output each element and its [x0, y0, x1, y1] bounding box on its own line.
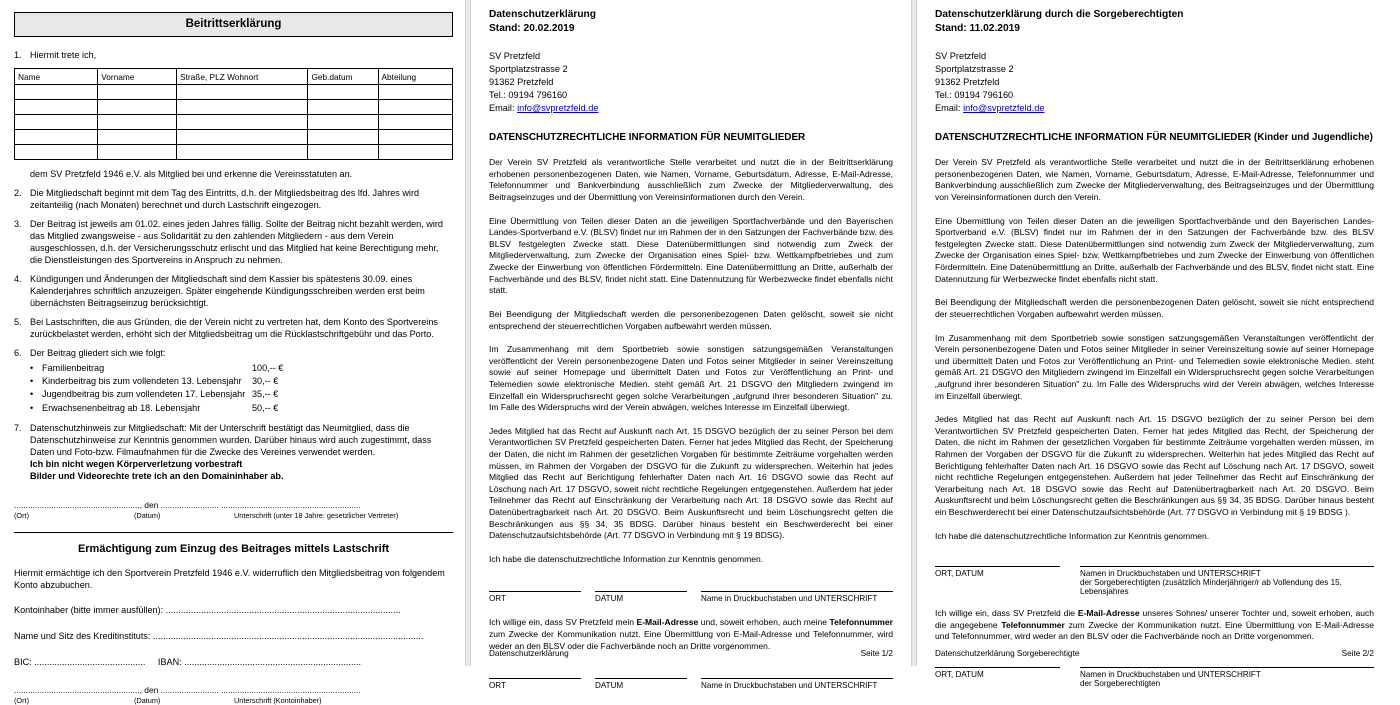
list-item-4	[14, 273, 453, 309]
table-cell[interactable]	[378, 130, 452, 145]
footer-left: Datenschutzerklärung	[489, 649, 569, 658]
signature-rule	[701, 591, 893, 592]
signature-line-membership[interactable]	[14, 500, 453, 510]
table-cell[interactable]	[177, 85, 308, 100]
paragraph: Bei Beendigung der Mitgliedschaft werden die personenbezogenen Daten gelöscht, soweit sie nicht entsprechend der steuerrechtlichen Vorgaben aufbewahrt werden müssen.	[935, 297, 1374, 319]
signature-datum[interactable]	[595, 591, 687, 603]
table-header-row	[15, 69, 453, 85]
list-text: Hiermit trete ich,	[30, 50, 97, 60]
email-label: Email:	[489, 102, 518, 113]
bullet-icon: •	[30, 363, 34, 373]
page-footer	[489, 649, 893, 658]
signature-ort[interactable]	[489, 591, 581, 603]
table-cell[interactable]	[308, 130, 378, 145]
doc-stand: Stand: 20.02.2019	[489, 22, 575, 34]
signature-dots[interactable]: ......................................................, den ......................... ............................................................	[14, 685, 361, 696]
list-number: 2.	[14, 188, 22, 198]
paragraph: Eine Übermittlung von Teilen dieser Daten an die jeweiligen Sportfachverbände und den Bayerischen Landes-Sportverband e.V. (BLSV) findet nur im Rahmen der in den Satzungen der Fachverbände bzw. des BLSV festgelegten Zwecke statt. Diese Datenübermittlungen sind notwendig zum Zweck der Mitgliederverwaltung, zum Zwecke der Organisation eines Spiel- bzw. Wettkampfbetriebes und zum Zwecke der Einwerbung von öffentlichen Fördermitteln. Eine Datenübermittlung an Dritte, außerhalb der Fachverbände und des BLSV, findet nicht statt. Eine Datennutzung für Werbezwecke findet ebenfalls nicht statt.	[489, 215, 894, 296]
membership-statement-text: dem SV Pretzfeld 1946 e.V. als Mitglied bei und erkenne die Vereinsstatuten an.	[30, 169, 353, 179]
signature-rule	[489, 591, 581, 592]
org-street: Sportplatzstrasse 2	[935, 63, 1014, 74]
sepa-title: Ermächtigung zum Einzug des Beitrages mittels Lastschrift	[77, 542, 390, 555]
fee-label: Kinderbeitrag bis zum vollendeten 13. Lebensjahr	[42, 376, 242, 387]
column-header: Straße, PLZ Wohnort	[177, 69, 308, 85]
consent-email-bold: E-Mail-Adresse	[636, 617, 699, 628]
table-row[interactable]	[15, 130, 453, 145]
org-name: SV Pretzfeld	[935, 50, 987, 61]
table-cell[interactable]	[98, 115, 177, 130]
footer-left: Datenschutzerklärung Sorgeberechtigte	[935, 649, 1080, 658]
signature-caption-sub: der Sorgeberechtigten (zusätzlich Minderjähriger/r ab Vollendung des 15. Lebensjahres	[1080, 578, 1342, 597]
signature-caption: DATUM	[595, 681, 624, 691]
column-header: Vorname	[98, 69, 177, 85]
table-row[interactable]	[15, 100, 453, 115]
table-row[interactable]	[15, 85, 453, 100]
signature-captions	[14, 511, 453, 520]
org-email-row	[935, 102, 1374, 115]
table-cell[interactable]	[308, 145, 378, 160]
bullet-icon: •	[30, 389, 34, 400]
consent-part-1: Ich willige ein, dass SV Pretzfeld die	[935, 608, 1078, 619]
signature-caption: Namen in Druckbuchstaben und UNTERSCHRIFT	[1080, 670, 1261, 680]
table-cell[interactable]	[15, 85, 98, 100]
consent-paragraph	[489, 617, 893, 652]
paragraph: Im Zusammenhang mit dem Sportbetrieb sowie sonstigen satzungsgemäßen Veranstaltungen veröffentlicht der Verein personenbezogene Daten und Fotos seiner Mitglieder in seiner Vereinszeitung sowie auf seiner Homepage und übermittelt Daten und Fotos zur Veröffentlichung an Print- und Telemedien sowie elektronische Medien. steht gemäß Art. 21 DSGVO den Mitgliedern zwingend im Einzelfall ein Widerspruchsrecht gegen solche Verarbeitungen „aufgrund ihrer besonderen Situation" zu. Im Falle des Widerspruchs wird der Verein abwägen, welches Interesse im Einzelfall überwiegt.	[489, 344, 893, 413]
table-row[interactable]	[15, 145, 453, 160]
doc-title: Datenschutzerklärung	[489, 9, 596, 20]
paragraph: Im Zusammenhang mit dem Sportbetrieb sowie sonstigen satzungsgemäßen Veranstaltungen veröffentlicht der Verein personenbezogene Daten und Fotos seiner Mitglieder in seiner Vereinszeitung sowie auf seiner Homepage und übermittelt Daten und Fotos zur Veröffentlichung an Print- und Telemedien sowie elektronische Medien. steht gemäß Art. 21 DSGVO den Mitgliedern zwingend im Einzelfall ein Widerspruchsrecht gegen solche Verarbeitungen „aufgrund ihrer besonderen Situation" zu. Im Falle des Widerspruchs wird der Verein abwägen, welches Interesse im Einzelfall überwiegt.	[935, 332, 1374, 401]
list-number: 1.	[14, 50, 22, 60]
page-beitrittserklaerung	[0, 0, 465, 705]
table-cell[interactable]	[98, 100, 177, 115]
column-header: Geb.datum	[308, 69, 378, 85]
signature-name[interactable]	[701, 591, 893, 603]
page-datenschutzerklaerung	[471, 0, 911, 691]
org-email-row	[489, 102, 893, 115]
table-cell[interactable]	[378, 115, 452, 130]
consent-part-2: unseres Sohnes/ unserer Tochter und, soweit erhoben, auch die angegebene	[935, 608, 1374, 630]
field-kreditinstitut[interactable]	[14, 631, 453, 641]
caption-datum: (Datum)	[134, 510, 161, 520]
list-item-5	[14, 316, 453, 340]
org-name: SV Pretzfeld	[489, 50, 541, 61]
list-item-1	[14, 49, 453, 61]
signature-dots[interactable]: ......................................................, den ......................... ............................................................	[14, 499, 361, 510]
bullet-icon: •	[30, 376, 34, 387]
list-item-6	[14, 347, 453, 415]
field-input[interactable]: ...........................................................................................................	[153, 631, 424, 642]
field-kontoinhaber[interactable]	[14, 605, 453, 615]
signature-rule	[701, 678, 893, 679]
paragraph: Bei Beendigung der Mitgliedschaft werden die personenbezogenen Daten gelöscht, soweit sie nicht entsprechend der steuerrechtlichen Vorgaben aufbewahrt werden müssen.	[489, 308, 893, 331]
fee-amount: 50,-- €	[252, 402, 279, 413]
signature-datum[interactable]	[595, 678, 687, 690]
table-row[interactable]	[15, 115, 453, 130]
email-link[interactable]: info@svpretzfeld.de	[517, 102, 599, 113]
signature-name[interactable]	[701, 678, 893, 690]
consent-paragraph	[935, 608, 1374, 643]
list-text: Datenschutzhinweis zur Mitgliedschaft: Mit der Unterschrift bestätigt das Neumitglied, dass die Datenschutzhinweise zur Kenntnis genommen wurden. Darüber hinaus wird auch zugestimmt, dass Daten und Foto-bzw. Filmaufnahmen für die Zwecke des Vereines verwendet werden.	[30, 422, 432, 457]
table-cell[interactable]	[177, 115, 308, 130]
org-city: 91362 Pretzfeld	[489, 76, 554, 87]
members-table	[14, 68, 453, 160]
doc-title: Datenschutzerklärung durch die Sorgeberechtigten	[935, 9, 1184, 20]
field-label-iban: IBAN:	[157, 657, 182, 668]
table-cell[interactable]	[177, 130, 308, 145]
caption-ort: (Ort)	[14, 510, 29, 520]
field-input-bic[interactable]: ............................................	[34, 657, 146, 668]
signature-rule	[1080, 667, 1374, 668]
signature-caption: DATUM	[595, 594, 624, 604]
table-cell[interactable]	[177, 145, 308, 160]
fee-amount: 100,-- €	[252, 363, 284, 373]
caption-ort: (Ort)	[14, 696, 29, 705]
list-item-7	[14, 422, 453, 482]
acknowledgement: Ich habe die datenschutzrechtliche Information zur Kenntnis genommen.	[489, 553, 764, 564]
fee-list	[30, 362, 453, 415]
column-header: Abteilung	[378, 69, 452, 85]
list-text: Kündigungen und Änderungen der Mitgliedschaft sind dem Kassier bis spätestens 30.09. eines Kalenderjahres schriftlich anzuzeigen. Später eingehende Kündigungsschreiben werden erst beim übernächsten Beitragseinzug berücksichtigt.	[30, 274, 425, 308]
table-cell[interactable]	[308, 115, 378, 130]
table-cell[interactable]	[98, 145, 177, 160]
paragraph: Der Verein SV Pretzfeld als verantwortliche Stelle verarbeitet und nutzt die in der Beitrittserklärung erhobenen personenbezogenen Daten, wie Namen, Vorname, Geburtsdatum, Adresse, E-Mail-Adresse, Telefonnummer und Bankverbindung ausschließlich zum Zwecke der Mitgliederverwaltung, des Beitragseinzuges und der Übermittlung von Vereinsinformationen durch den Verein.	[935, 157, 1374, 203]
signature-caption: Name in Druckbuchstaben und UNTERSCHRIFT	[701, 594, 878, 604]
signature-caption: Namen in Druckbuchstaben und UNTERSCHRIFT	[1080, 569, 1261, 579]
signature-caption: ORT, DATUM	[935, 670, 984, 680]
footer-page-number: Seite 2/2	[1341, 649, 1374, 658]
table-cell[interactable]	[15, 100, 98, 115]
consent-part-3: zum Zwecke der Kommunikation nutzt. Eine Übermittlung von E-Mail-Adresse und Telefonnummer, wird weder an den BLSV oder die Fachverbände noch an Dritte vorgenommen.	[489, 629, 893, 651]
consent-phone-bold: Telefonnummer	[1001, 619, 1065, 630]
acknowledgement: Ich habe die datenschutzrechtliche Information zur Kenntnis genommen.	[935, 530, 1210, 541]
consent-part-1: Ich willige ein, dass SV Pretzfeld mein	[489, 617, 637, 628]
sepa-intro: Hiermit ermächtige ich den Sportverein Pretzfeld 1946 e.V. widerruflich den Mitgliedsbeitrag von folgendem Konto abzubuchen.	[14, 567, 445, 590]
list-text: Die Mitgliedschaft beginnt mit dem Tag des Eintritts, d.h. der Mitgliedsbeitrag des lfd. Jahres wird zeitanteilig (nach Monaten) berechnet und durch Lastschrift eingezogen.	[30, 188, 420, 210]
fee-label: Jugendbeitrag bis zum vollendeten 17. Lebensjahr	[42, 389, 246, 400]
email-label: Email:	[935, 102, 964, 113]
doc-stand: Stand: 11.02.2019	[935, 22, 1020, 34]
paragraph: Jedes Mitglied hat das Recht auf Auskunft nach Art. 15 DSGVO bezüglich der zu seiner Person bei dem Verantwortlichen SV Pretzfeld gespeicherten Daten. Ferner hat jedes Mitglied das Recht, der Speicherung der Daten, die nicht im Rahmen der gesetzlichen Vorgaben für bestimmte Zeiträume vorgehalten werden müssen, im Rahmen der Vorgaben der DSGVO für die Zukunft zu widersprechen. Weiterhin hat jedes Mitglied das Recht auf Berichtigung fehlerhafter Daten nach Art. 16 DSGVO sowie das Recht auf Löschung nach Art. 17 DSGVO, soweit nicht rechtliche Regelungen entgegenstehen. Außerdem hat jeder Teilnehmer das Recht auf Einschränkung der Verarbeitung nach Art. 18 DSGVO sowie das Recht auf Datenübertragbarkeit nach Art. 20 DSGVO. Beim Auskunftsrecht und beim Löschungsrecht gelten die Beschränkungen aus §§ 34, 35 BDSG. Darüber hinaus besteht ein Beschwerderecht bei einer Datenschutzaufsichtsbehörde (Art. 77 DSGVO in Verbindung mit § 19 BDSG).	[489, 425, 893, 541]
field-input[interactable]: .............................................................................................	[165, 605, 401, 616]
org-address	[489, 50, 893, 115]
signature-caption: Name in Druckbuchstaben und UNTERSCHRIFT	[701, 681, 878, 691]
paragraph: Der Verein SV Pretzfeld als verantwortliche Stelle verarbeitet und nutzt die in der Beitrittserklärung erhobenen personenbezogenen Daten, wie Namen, Vorname, Geburtsdatum, Adresse, E-Mail-Adresse, Telefonnummer und Bankverbindung ausschließlich zum Zwecke der Mitgliederverwaltung, des Beitragseinzuges und der Übermittlung von Vereinsinformationen durch den Verein.	[489, 157, 893, 203]
fee-label: Erwachsenenbeitrag ab 18. Lebensjahr	[42, 402, 201, 413]
field-input-iban[interactable]: ......................................................................	[184, 657, 362, 668]
table-cell[interactable]	[378, 100, 452, 115]
fee-item	[30, 362, 453, 375]
signature-block-2[interactable]	[935, 667, 1374, 688]
signature-rule	[489, 678, 581, 679]
signature-rule	[595, 591, 687, 592]
org-city: 91362 Pretzfeld	[935, 76, 1000, 87]
signature-caption: ORT, DATUM	[935, 569, 984, 579]
paragraph: Jedes Mitglied hat das Recht auf Auskunft nach Art. 15 DSGVO bezüglich der zu seiner Person bei dem Verantwortlichen SV Pretzfeld gespeicherten Daten. Ferner hat jedes Mitglied das Recht, der Speicherung der Daten, die nicht im Rahmen der gesetzlichen Vorgaben für bestimmte Zeiträume vorgehalten werden müssen, im Rahmen der Vorgaben der DSGVO für die Zukunft zu widersprechen. Weiterhin hat jedes Mitglied das Recht auf Berichtigung fehlerhafter Daten nach Art. 16 DSGVO sowie das Recht auf Löschung nach Art. 17 DSGVO, soweit nicht rechtliche Regelungen entgegenstehen. Außerdem hat jeder Teilnehmer das Recht auf Einschränkung der Verarbeitung nach Art. 18 DSGVO sowie das Recht auf Datenübertragbarkeit nach Art. 20 DSGVO. Beim Auskunftsrecht und beim Löschungsrecht gelten die Beschränkungen aus §§ 34, 35 BDSG. Darüber hinaus besteht ein Beschwerderecht bei einer Datenschutzaufsichtsbehörde (Art. 77 DSGVO in Verbindung mit § 19 BDSG ).	[935, 414, 1374, 518]
signature-name[interactable]	[1080, 566, 1374, 596]
table-cell[interactable]	[98, 85, 177, 100]
field-label-bic: BIC:	[14, 657, 32, 668]
list-number: 4.	[14, 274, 22, 284]
list-number: 7.	[14, 422, 22, 433]
signature-block-1[interactable]	[935, 566, 1374, 596]
fee-label: Familienbeitrag	[42, 363, 105, 373]
table-cell[interactable]	[378, 85, 452, 100]
signature-caption-sub: der Sorgeberechtigten	[1080, 679, 1161, 689]
page-footer	[935, 649, 1374, 658]
email-link[interactable]: info@svpretzfeld.de	[963, 102, 1045, 113]
list-item-2	[14, 187, 453, 211]
consent-email-bold: E-Mail-Adresse	[1077, 608, 1140, 619]
note-no-conviction: Ich bin nicht wegen Körperverletzung vorbestraft	[30, 458, 243, 469]
column-header: Name	[15, 69, 98, 85]
section-heading: DATENSCHUTZRECHTLICHE INFORMATION FÜR NEUMITGLIEDER	[489, 131, 806, 143]
table-cell[interactable]	[177, 100, 308, 115]
bullet-icon: •	[30, 402, 34, 413]
field-label: Kontoinhaber (bitte immer ausfüllen):	[14, 605, 164, 616]
list-text: Der Beitrag ist jeweils am 01.02. eines jeden Jahres fällig. Sollte der Beitrag nicht bezahlt werden, wird das Mitglied zwangsweise - aus Solidarität zu den zahlenden Mitgliedern - aus dem Verein ausgeschlossen, d.h. der Versicherungsschutz erlischt und das Mitglied hat keine Berechtigung mehr, die Dienstleistungen des Sportvereins in Anspruch zu nehmen.	[30, 219, 443, 265]
signature-rule	[1080, 566, 1374, 567]
page-datenschutzerklaerung-sorgeberechtigte	[917, 0, 1394, 689]
note-image-rights: Bilder und Videorechte trete ich an den Domaininhaber ab.	[30, 470, 284, 481]
fee-item	[30, 402, 453, 415]
signature-block-2[interactable]	[489, 678, 893, 690]
fee-amount: 30,-- €	[252, 376, 279, 387]
fee-item	[30, 375, 453, 388]
membership-statement	[14, 168, 453, 180]
section-divider	[14, 532, 453, 533]
signature-rule	[935, 566, 1060, 567]
paragraph: Eine Übermittlung von Teilen dieser Daten an die jeweiligen Sportfachverbände und den Bayerischen Landes-Sportverband e.V. (BLSV) findet nur im Rahmen der in den Satzungen der Fachverbände bzw. des BLSV festgelegten Zwecke statt. Diese Datenübermittlungen sind notwendig zum Zweck der Mitgliederverwaltung, zum Zwecke der Organisation eines Spiel- bzw. Wettkampfbetriebes und zum Zwecke der Einwerbung von öffentlichen Fördermitteln. Eine Datenübermittlung an Dritte, außerhalb der Fachverbände und des BLSV, findet nicht statt. Eine Datennutzung für Werbezwecke findet ebenfalls nicht statt.	[935, 215, 1374, 284]
org-tel: Tel.: 09194 796160	[489, 89, 568, 100]
table-cell[interactable]	[378, 145, 452, 160]
caption-datum: (Datum)	[134, 696, 161, 705]
fee-item	[30, 388, 453, 401]
list-text: Bei Lastschriften, die aus Gründen, die der Verein nicht zu vertreten hat, dem Konto des Sportvereins zurückbelastet werden, erhöht sich der Mitgliedsbeitrag um die Rücklastschriftgebühr und das Porto.	[30, 317, 438, 339]
table-cell[interactable]	[308, 100, 378, 115]
caption-unterschrift: Unterschrift (Kontoinhaber)	[234, 696, 322, 705]
table-cell[interactable]	[15, 130, 98, 145]
signature-rule	[595, 678, 687, 679]
org-street: Sportplatzstrasse 2	[489, 63, 568, 74]
signature-line-sepa[interactable]	[14, 685, 453, 695]
consent-phone-bold: Telefonnummer	[829, 617, 893, 628]
signature-caption: ORT	[489, 681, 506, 691]
footer-page-number: Seite 1/2	[860, 649, 893, 658]
caption-unterschrift: Unterschrift (unter 18 Jahre: gesetzlicher Vertreter)	[234, 510, 399, 520]
consent-part-3: zum Zwecke der Kommunikation nutzt. Eine Übermittlung von E-Mail-Adresse und Telefonnummer, wird weder an den BLSV oder die Fachverbände noch an Dritte vorgenommen.	[935, 619, 1374, 642]
signature-ort[interactable]	[489, 678, 581, 690]
org-tel: Tel.: 09194 796160	[935, 89, 1014, 100]
table-cell[interactable]	[98, 130, 177, 145]
signature-captions-sepa	[14, 696, 453, 705]
form-title: Beitrittserklärung	[14, 12, 453, 37]
signature-block-1[interactable]	[489, 591, 893, 603]
list-number: 3.	[14, 219, 22, 229]
list-item-3	[14, 218, 453, 266]
signature-rule	[935, 667, 1060, 668]
list-text: Der Beitrag gliedert sich wie folgt:	[30, 348, 166, 358]
table-cell[interactable]	[15, 145, 98, 160]
field-label: Name und Sitz des Kreditinstituts:	[14, 631, 151, 642]
table-cell[interactable]	[308, 85, 378, 100]
signature-ort-datum[interactable]	[935, 566, 1060, 596]
fee-amount: 35,-- €	[252, 389, 279, 400]
table-cell[interactable]	[15, 115, 98, 130]
doc-header	[935, 8, 1374, 36]
signature-ort-datum[interactable]	[935, 667, 1060, 688]
section-heading: DATENSCHUTZRECHTLICHE INFORMATION FÜR NEUMITGLIEDER (Kinder und Jugendliche)	[935, 131, 1373, 143]
list-number: 5.	[14, 317, 22, 327]
org-address	[935, 50, 1374, 115]
signature-caption: ORT	[489, 594, 506, 604]
consent-part-2: und, soweit erhoben, auch meine	[698, 617, 830, 628]
list-number: 6.	[14, 348, 22, 358]
doc-header	[489, 8, 893, 36]
signature-name[interactable]	[1080, 667, 1374, 688]
